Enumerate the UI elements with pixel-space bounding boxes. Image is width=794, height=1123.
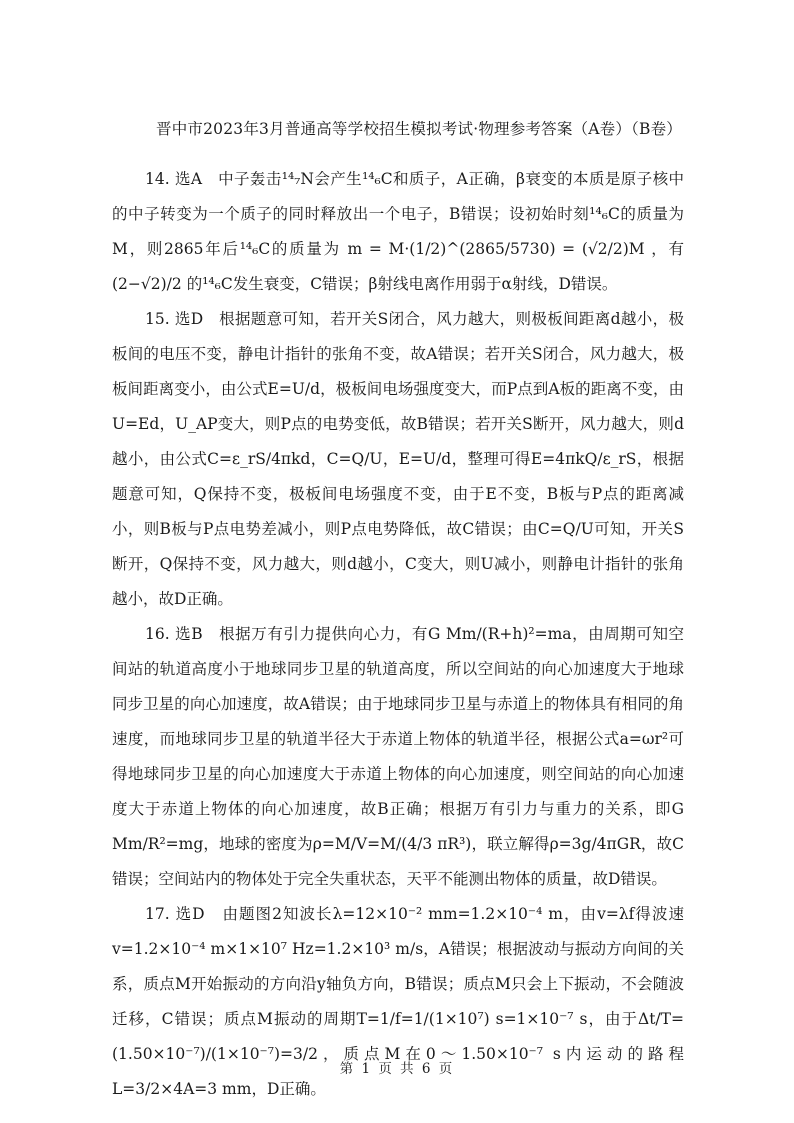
answer-15-label: 15. 选D bbox=[145, 310, 204, 328]
answer-14 bbox=[112, 162, 684, 302]
answer-16 bbox=[112, 617, 684, 897]
answer-15-text: 根据题意可知，若开关S闭合，风力越大，则极板间距离d越小，极板间的电压不变，静电计指针的张角不变，故A错误；若开关S闭合，风力越大，极板间距离变小，由公式E=U/d，极板间电场强度变大，而P点到A板的距离不变，由U=Ed，U_AP变大，则P点的电势变低，故B错误；若开关S断开，风力越大，则d越小，由公式C=ε_rS/4πkd，C=Q/U，E=U/d，整理可得E=4πkQ/ε_rS，根据题意可知，Q保持不变，极板间电场强度不变，由于E不变，B板与P点的距离减小，则B板与P点电势差减小，则P点电势降低，故C错误；由C=Q/U可知，开关S断开，Q保持不变，风力越大，则d越小，C变大，则U减小，则静电计指针的张角越小，故D正确。 bbox=[112, 310, 685, 608]
answer-content bbox=[112, 162, 684, 1107]
page-footer: 第 1 页 共 6 页 bbox=[339, 1061, 455, 1077]
answer-17-label: 17. 选D bbox=[145, 905, 205, 923]
answer-15 bbox=[112, 302, 684, 617]
answer-14-label: 14. 选A bbox=[145, 170, 203, 188]
answer-16-label: 16. 选B bbox=[145, 625, 203, 643]
page-header: 晋中市2023年3月普通高等学校招生模拟考试·物理参考答案（A卷）（B卷） bbox=[156, 120, 682, 138]
answer-14-text: 中子轰击¹⁴₇N会产生¹⁴₆C和质子，A正确，β衰变的本质是原子核中的中子转变为一个质子的同时释放出一个电子，B错误；设初始时刻¹⁴₆C的质量为M，则2865年后¹⁴₆C的质量为 m = M·(1/2)^(2865/5730) = (√2/2)M ，有 (2−√2)/2 的¹⁴₆C发生衰变，C错误；β射线电离作用弱于α射线，D错误。 bbox=[112, 170, 684, 293]
answer-17-text: 由题图2知波长λ=12×10⁻² mm=1.2×10⁻⁴ m，由v=λf得波速v=1.2×10⁻⁴ m×1×10⁷ Hz=1.2×10³ m/s，A错误；根据波动与振动方向间的关系，质点M开始振动的方向沿y轴负方向，B错误；质点M只会上下振动，不会随波迁移，C错误；质点M振动的周期T=1/f=1/(1×10⁷) s=1×10⁻⁷ s，由于Δt/T=(1.50×10⁻⁷)/(1×10⁻⁷)=3/2，质点M在0～1.50×10⁻⁷ s内运动的路程L=3/2×4A=3 mm，D正确。 bbox=[112, 905, 684, 1098]
answer-16-text: 根据万有引力提供向心力，有G Mm/(R+h)²=ma，由周期可知空间站的轨道高度小于地球同步卫星的轨道高度，所以空间站的向心加速度大于地球同步卫星的向心加速度，故A错误；由于地球同步卫星与赤道上的物体具有相同的角速度，而地球同步卫星的轨道半径大于赤道上物体的轨道半径，根据公式a=ωr²可得地球同步卫星的向心加速度大于赤道上物体的向心加速度，则空间站的向心加速度大于赤道上物体的向心加速度，故B正确；根据万有引力与重力的关系，即G Mm/R²=mg，地球的密度为ρ=M/V=M/(4/3 πR³)，联立解得ρ=3g/4πGR，故C错误；空间站内的物体处于完全失重状态，天平不能测出物体的质量，故D错误。 bbox=[112, 625, 685, 888]
